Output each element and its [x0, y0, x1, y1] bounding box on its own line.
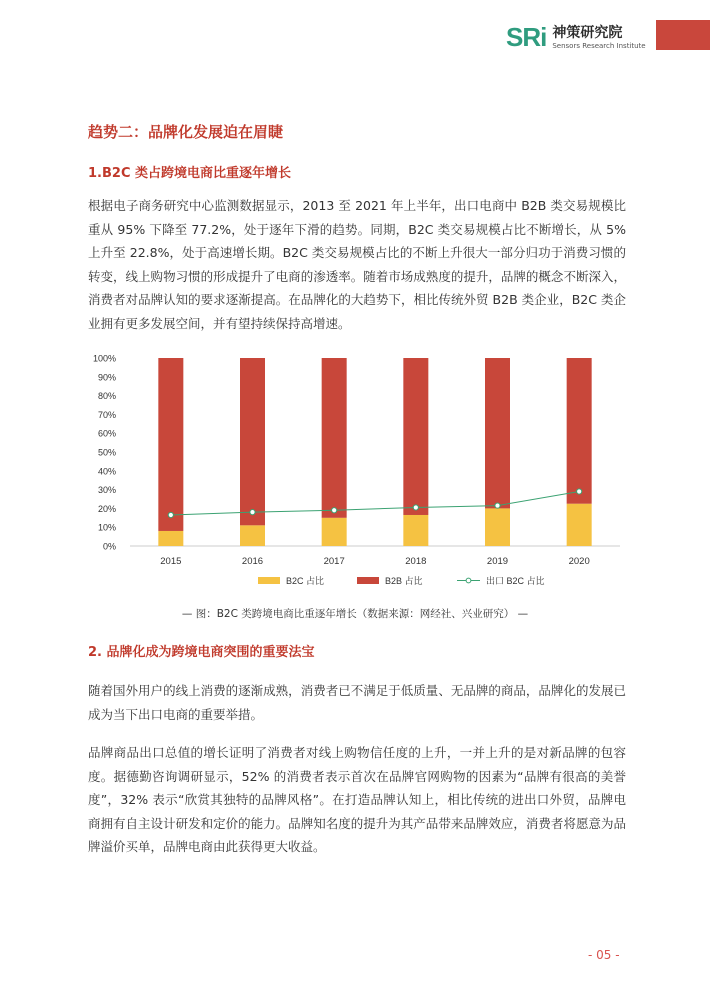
y-tick-label: 50% — [97, 447, 116, 458]
logo-text — [552, 25, 645, 51]
bar-b2c-2016 — [240, 525, 265, 546]
y-tick-label: 80% — [97, 391, 116, 402]
paragraph-1: 根据电子商务研究中心监测数据显示，2013 至 2021 年上半年，出口电商中 B2B 类交易规模比重从 95% 下降至 77.2%，处于逐年下滑的趋势。同期，B2C 类交易规模占比不断增长，从 5% 上升至 22.8%，处于高速增长期。B2C 类交易规模占比的不断上升很大一部分归功于消费习惯的转变，线上购物习惯的形成提升了电商的渗透率。随着市场成熟度的提升，品牌的概念不断深入，消费者对品牌认知的要求逐渐提高。在品牌化的大趋势下，相比传统外贸 B2B 类企业，B2C 类企业拥有更多发展空间，并有望持续保持高增速。 — [88, 198, 626, 331]
legend-marker-export-b2c — [466, 578, 471, 583]
y-tick-label: 40% — [97, 466, 116, 477]
point-export-b2c-2016 — [250, 510, 255, 515]
y-tick-label: 60% — [97, 428, 116, 439]
y-tick-label: 70% — [97, 409, 116, 420]
bar-b2c-2015 — [158, 531, 183, 546]
paragraph-2: 随着国外用户的线上消费的逐渐成熟，消费者已不满足于低质量、无品牌的商品，品牌化的发展已成为当下出口电商的重要举措。 — [88, 683, 626, 722]
chart-caption: — 图：B2C 类跨境电商比重逐年增长（数据来源：网经社、兴业研究） — — [181, 608, 529, 620]
section-title: 趋势二：品牌化发展迫在眉睫 — [88, 123, 284, 141]
x-tick-label: 2017 — [323, 556, 345, 567]
legend-label-b2c: B2C 占比 — [286, 576, 325, 586]
y-tick-label: 20% — [97, 503, 116, 514]
point-export-b2c-2017 — [332, 508, 337, 513]
corner-accent-block — [656, 20, 710, 50]
legend-swatch-b2c — [258, 577, 280, 584]
bar-b2b-2018 — [403, 358, 428, 515]
point-export-b2c-2018 — [413, 505, 418, 510]
y-tick-label: 90% — [97, 372, 116, 383]
x-tick-label: 2019 — [486, 556, 509, 567]
point-export-b2c-2019 — [495, 503, 500, 508]
line-export-b2c — [171, 491, 579, 515]
x-tick-label: 2016 — [241, 556, 264, 567]
stacked-bar-chart — [80, 345, 630, 595]
subsection-title-2: 2. 品牌化成为跨境电商突围的重要法宝 — [88, 645, 315, 660]
bar-b2b-2020 — [567, 358, 592, 504]
bar-b2b-2017 — [322, 358, 347, 518]
bar-b2c-2018 — [403, 515, 428, 546]
bar-b2b-2015 — [158, 358, 183, 531]
point-export-b2c-2015 — [168, 512, 173, 517]
bar-b2c-2017 — [322, 518, 347, 546]
y-tick-label: 10% — [97, 522, 116, 533]
bar-b2c-2019 — [485, 508, 510, 546]
brand-logo — [506, 22, 646, 53]
y-tick-label: 0% — [102, 541, 116, 552]
subsection-title-1: 1.B2C 类占跨境电商比重逐年增长 — [88, 166, 292, 181]
logo-chinese-name: 神策研究院 — [552, 24, 623, 41]
legend-label-export-b2c: 出口 B2C 占比 — [486, 576, 545, 586]
paragraph-3: 品牌商品出口总值的增长证明了消费者对线上购物信任度的上升，一并上升的是对新品牌的包容度。据德勤咨询调研显示，52% 的消费者表示首次在品牌官网购物的因素为“品牌有很高的美誉度”，32% 表示“欣赏其独特的品牌风格”。在打造品牌认知上，相比传统的进出口外贸，品牌电商拥有自主设计研发和定价的能力。品牌知名度的提升为其产品带来品牌效应，消费者将愿意为品牌溢价买单，品牌电商由此获得更大收益。 — [88, 745, 626, 854]
logo-english-name: Sensors Research Institute — [552, 41, 646, 50]
legend-label-b2b: B2B 占比 — [385, 576, 423, 586]
x-tick-label: 2018 — [405, 556, 427, 567]
logo-mark: SRi — [506, 22, 547, 52]
bar-b2b-2019 — [485, 358, 510, 508]
x-tick-label: 2015 — [160, 556, 182, 567]
point-export-b2c-2020 — [577, 489, 582, 494]
y-tick-label: 100% — [92, 353, 116, 364]
bar-b2c-2020 — [567, 504, 592, 546]
legend-swatch-b2b — [357, 577, 379, 584]
x-tick-label: 2020 — [568, 556, 590, 567]
y-tick-label: 30% — [97, 485, 116, 496]
page-number: - 05 - — [588, 948, 620, 962]
bar-b2b-2016 — [240, 358, 265, 525]
